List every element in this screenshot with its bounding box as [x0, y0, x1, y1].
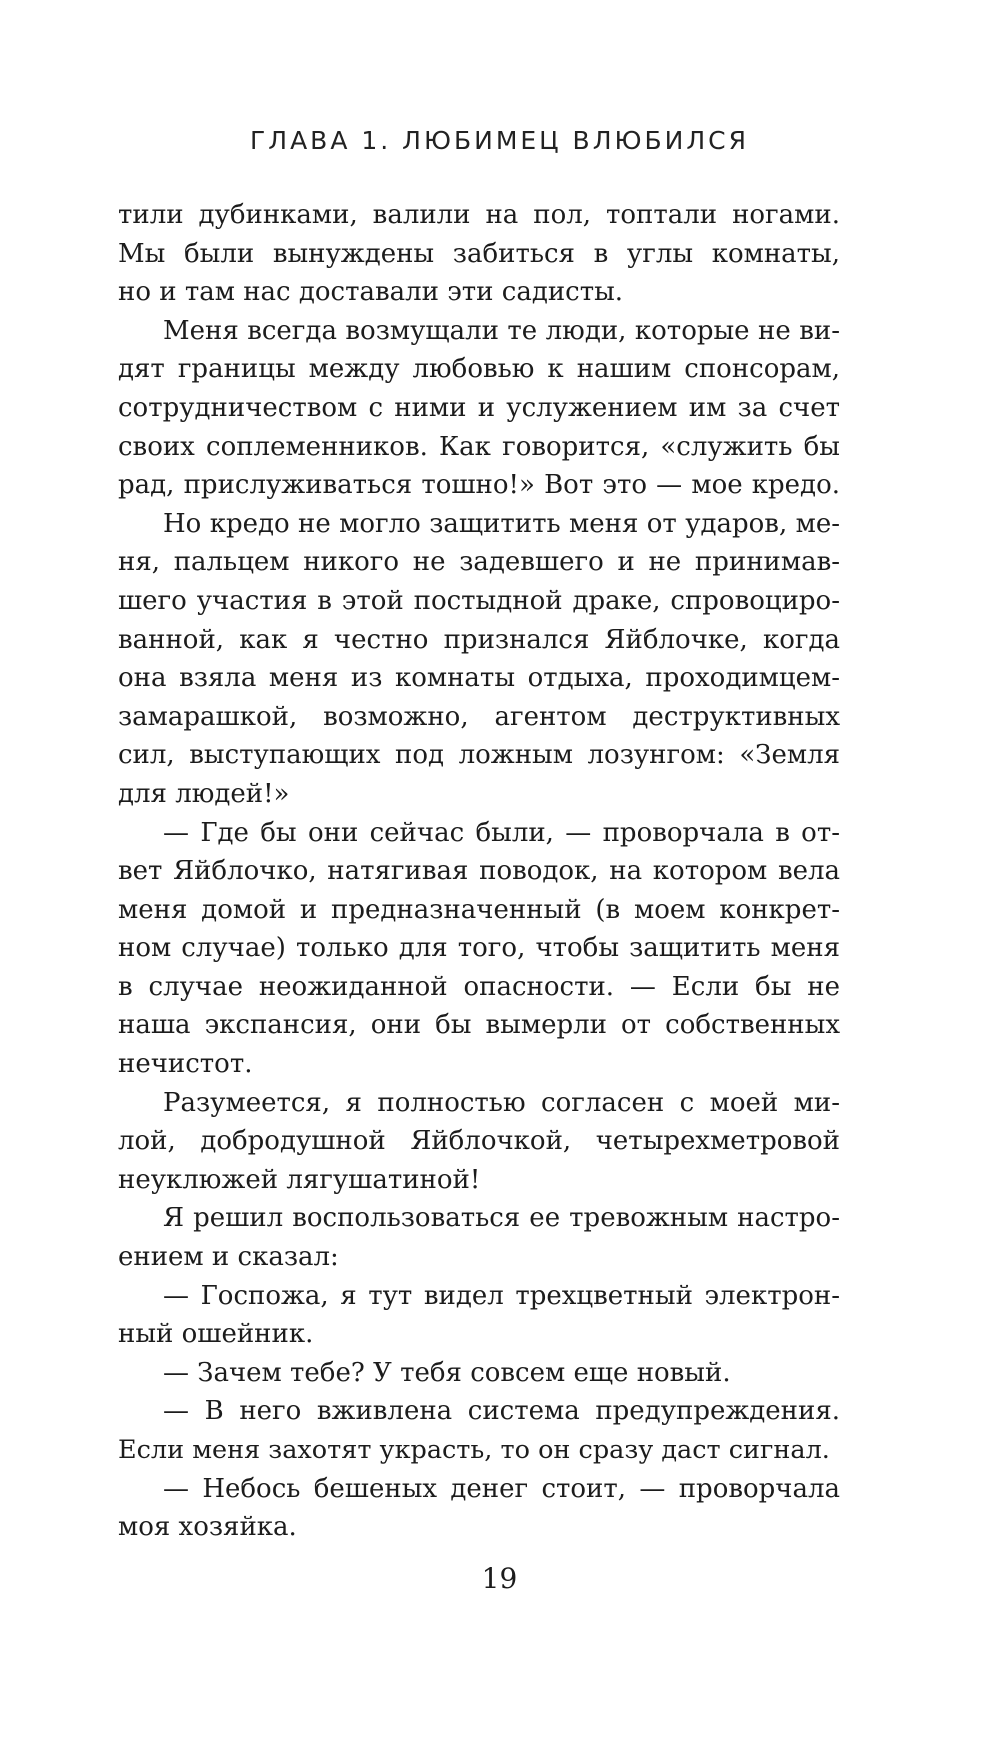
- text-line: Мы были вынуждены забиться в углы комнаты,: [118, 238, 840, 269]
- text-line: тили дубинками, валили на пол, топтали ногами.: [118, 200, 840, 230]
- body-text: [118, 196, 840, 1547]
- text-line: наша экспансия, они бы вымерли от собственных: [118, 1010, 840, 1041]
- text-line: ный ошейник.: [118, 1319, 314, 1350]
- text-line: Если меня захотят украсть, то он сразу даст сигнал.: [118, 1435, 830, 1465]
- text-line: сотрудничеством с ними и услужением им за счет: [118, 392, 840, 423]
- text-line: Я решил воспользоваться ее тревожным настро-: [163, 1203, 840, 1234]
- text-line: — В него вживлена система предупреждения.: [163, 1396, 840, 1427]
- text-line: в случае неожиданной опасности. — Если бы не: [118, 971, 840, 1002]
- text-line: для людей!»: [118, 778, 290, 809]
- text-line: — Небось бешеных денег стоит, — проворчала: [163, 1473, 840, 1504]
- page-number: 19: [481, 1562, 518, 1595]
- text-line: меня домой и предназначенный (в моем конкрет-: [118, 894, 840, 925]
- text-line: — Госпожа, я тут видел трехцветный электрон-: [163, 1280, 840, 1311]
- text-line: моя хозяйка.: [118, 1512, 297, 1543]
- text-line: лой, добродушной Яйблочкой, четырехметровой: [118, 1126, 840, 1157]
- text-line: замарашкой, возможно, агентом деструктивных: [118, 701, 840, 732]
- running-head: ГЛАВА 1. ЛЮБИМЕЦ ВЛЮБИЛСЯ: [250, 126, 749, 155]
- text-line: сил, выступающих под ложным лозунгом: «Земля: [118, 740, 840, 771]
- text-line: она взяла меня из комнаты отдыха, проходимцем-: [118, 663, 840, 694]
- text-line: ном случае) только для того, чтобы защитить меня: [118, 933, 840, 964]
- text-line: нечистот.: [118, 1049, 253, 1080]
- text-line: шего участия в этой постыдной драке, спровоциро-: [118, 585, 840, 616]
- text-line: дят границы между любовью к нашим спонсорам,: [118, 354, 840, 385]
- text-line: — Где бы они сейчас были, — проворчала в от-: [163, 817, 840, 848]
- text-line: вет Яйблочко, натягивая поводок, на котором вела: [118, 856, 840, 887]
- text-line: неуклюжей лягушатиной!: [118, 1164, 481, 1195]
- text-line: — Зачем тебе? У тебя совсем еще новый.: [163, 1357, 731, 1388]
- text-line: ением и сказал:: [118, 1242, 339, 1273]
- text-line: рад, прислуживаться тошно!» Вот это — мое кредо.: [118, 470, 840, 501]
- text-line: Меня всегда возмущали те люди, которые не ви-: [163, 315, 840, 346]
- text-line: своих соплеменников. Как говорится, «служить бы: [118, 431, 840, 462]
- text-line: ня, пальцем никого не задевшего и не принимав-: [118, 547, 840, 578]
- text-line: Но кредо не могло защитить меня от ударов, ме-: [163, 508, 840, 539]
- text-line: но и там нас доставали эти садисты.: [118, 277, 624, 308]
- text-line: Разумеется, я полностью согласен с моей ми-: [163, 1087, 840, 1118]
- text-line: ванной, как я честно признался Яйблочке, когда: [118, 624, 840, 655]
